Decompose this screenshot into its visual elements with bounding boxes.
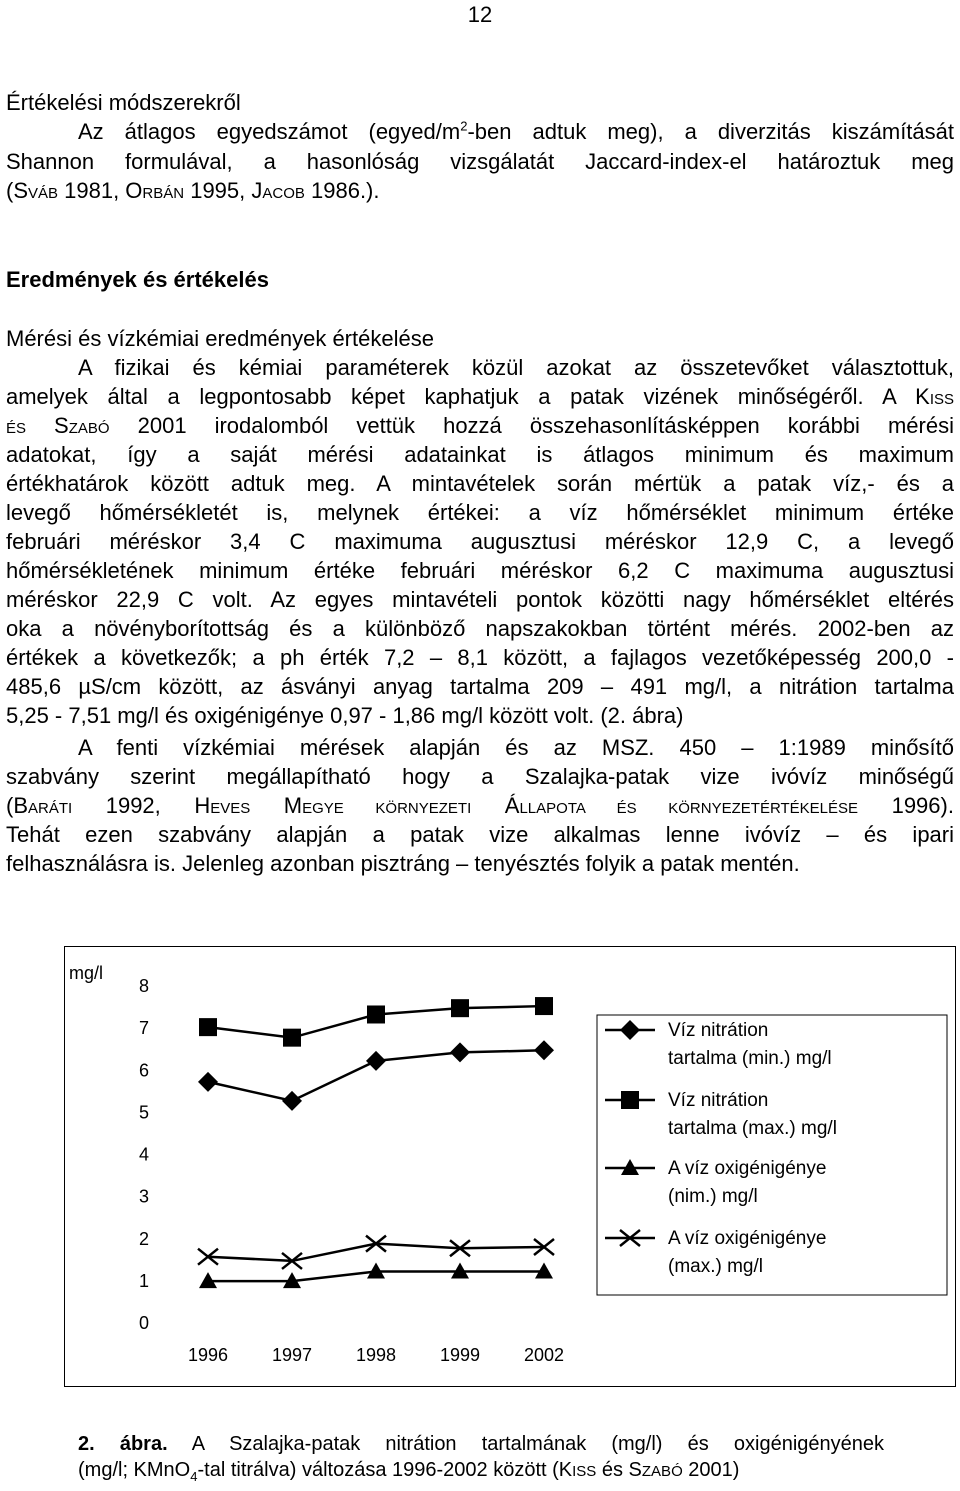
y-tick-label: 6 [138,1060,150,1081]
p1-line-2 [6,382,954,414]
p1-line-7: februári méréskor 3,4 C maximuma augusztusi méréskor 12,9 C, a levegő [6,529,954,554]
legend-label-2: Víz nitrátion [668,1090,769,1111]
legend-marker-2 [621,1091,639,1109]
p1-line-8: hőmérsékletének minimum értéke februári méréskor 6,2 C maximuma augusztusi [6,558,954,583]
p2-text-3c: 1992, H [72,793,211,818]
x-tick-label: 2002 [523,1345,565,1365]
series-1-point [366,1051,386,1071]
p2-line-4: Tehát ezen szabvány alapján a patak vize alkalmas lenne ivóvíz – és ipari [6,822,954,847]
p2-text-3a: (B [6,793,28,818]
methods-heading: Értékelési módszerekről [6,90,241,115]
methods-text-1a: Az átlagos egyedszámot (egyed/m [78,119,461,144]
p2-line-2: szabvány szerint megállapítható hogy a Szalajka-patak vize ivóvíz minőségű [6,764,954,789]
p1-line-5: értékhatárok között adtuk meg. A mintavételek során mértük a patak víz,- és a [6,471,954,496]
y-tick-label: 4 [138,1144,150,1165]
legend-label-1: Víz nitrátion [668,1020,769,1041]
p1-line-13: 5,25 - 7,51 mg/l és oxigénigénye 0,97 - 1,86 mg/l között volt. (2. ábra) [6,703,684,728]
p2-text-3b: ARÁTI [28,800,73,817]
p2-text-3d: EVES [210,800,251,817]
figure-caption-subscript: 4 [190,1469,198,1484]
legend-label-3: A víz oxigénigénye [668,1158,827,1179]
x-tick-label: 1997 [271,1345,313,1365]
figure-caption-text-1: A Szalajka-patak nitrátion tartalmának (mg/l) és oxigénigényének [167,1433,884,1455]
results-heading: Eredmények és értékelés [6,267,269,292]
y-tick-label: 1 [138,1270,150,1291]
methods-line-2: Shannon formulával, a hasonlóság vizsgálatát Jaccard-index-el határoztuk meg [6,149,954,174]
y-axis-label: mg/l [69,963,104,983]
series-line-4 [208,1244,544,1261]
p1-text-3c: ZABÓ [68,420,110,437]
methods-ref-end: 1986.). [304,178,380,203]
legend-label-4: A víz oxigénigénye [668,1228,827,1249]
y-tick-label: 7 [138,1018,150,1039]
p1-text-2b: ISS [929,391,954,408]
p1-text-2a: amelyek által a legpontosabb képet kaphatjuk a patak vizének minőségéről. A K [6,384,930,409]
figure-caption-line-1 [78,1430,884,1458]
x-tick-label: 1998 [355,1345,397,1365]
chart-frame [64,946,956,1387]
p2-text-3g: Á [471,793,520,818]
series-1-point [198,1072,218,1092]
x-tick-label: 1999 [439,1345,481,1365]
legend-label-3: (nim.) mg/l [668,1186,758,1207]
series-1-point [534,1040,554,1060]
series-2-point [451,999,469,1017]
p1-line-1: A fizikai és kémiai paraméterek közül azokat az összetevőket választottuk, [78,355,954,380]
p1-line-4: adatokat, így a saját mérési adatainkat is átlagos minimum és maximum [6,442,954,467]
methods-ref-jacob: ACOB [262,185,305,202]
y-tick-label: 3 [138,1186,150,1207]
p2-text-3f: EGYE KÖRNYEZETI [302,800,472,817]
series-2-point [535,997,553,1015]
methods-ref-mid2: 1995, J [184,178,263,203]
methods-ref-mid1: 1981, O [58,178,143,203]
legend-label-2: tartalma (max.) mg/l [668,1118,837,1139]
series-2-point [283,1029,301,1047]
p1-line-9: méréskor 22,9 C volt. Az egyes mintavételi pontok közötti nagy hőmérséklet eltérés [6,587,954,612]
p1-line-10: oka a növényborítottság és a különböző napszakokban történt mérés. 2002-ben az [6,616,954,641]
p1-line-3 [6,411,954,443]
figure-caption-text-2c: ISS [572,1463,597,1480]
legend-label-4: (max.) mg/l [668,1256,763,1277]
line-chart [65,947,955,1386]
methods-line-1 [78,117,954,146]
methods-superscript: 2 [460,118,468,134]
p1-text-3d: 2001 irodalomból vettük hozzá összehasonlításképpen korábbi mérési [109,413,954,438]
x-tick-label: 1996 [187,1345,229,1365]
figure-caption-label: 2. ábra. [78,1433,168,1455]
p2-line-3 [6,791,954,823]
y-tick-label: 0 [138,1313,150,1333]
y-tick-label: 8 [138,976,150,996]
y-tick-label: 2 [138,1228,150,1249]
methods-ref-svab: VÁB [28,185,59,202]
figure-caption-text-2d: és S [596,1459,642,1481]
legend-marker-1 [620,1020,640,1040]
series-1-point [450,1042,470,1062]
legend-label-1: tartalma (min.) mg/l [668,1048,832,1069]
page-number: 12 [467,2,493,27]
y-tick-label: 5 [138,1102,150,1123]
methods-ref-open: (S [6,178,28,203]
methods-text-1b: -ben adtuk meg), a diverzitás kiszámítását [467,119,955,144]
series-2-point [367,1005,385,1023]
figure-caption-line-2 [78,1456,739,1491]
figure-caption-text-2b: -tal titrálva) változása 1996-2002 között (K [197,1459,573,1481]
p1-line-6: levegő hőmérsékletét is, melynek értékei: a víz hőmérséklet minimum értéke [6,500,954,525]
p2-text-3i: 1996). [858,793,954,818]
p2-line-5: felhasználásra is. Jelenleg azonban pisztráng – tenyésztés folyik a patak mentén. [6,851,800,876]
p2-line-1: A fenti vízkémiai mérések alapján és az MSZ. 450 – 1:1989 minősítő [78,735,954,760]
p1-text-3a: ÉS [6,420,27,437]
p1-line-11: értékek a következők; a ph érték 7,2 – 8,1 között, a fajlagos vezetőképesség 200,0 - [6,645,954,670]
p2-text-3e: M [250,793,303,818]
methods-ref-orban: RBÁN [142,185,185,202]
series-2-point [199,1018,217,1036]
p1-line-12: 485,6 µS/cm között, az ásványi anyag tartalma 209 – 491 mg/l, a nitrátion tartalma [6,674,954,699]
p2-text-3h: LLAPOTA ÉS KÖRNYEZETÉRTÉKELÉSE [519,800,859,817]
results-subheading: Mérési és vízkémiai eredmények értékelése [6,326,434,351]
figure-caption-text-2a: (mg/l; KMnO [78,1459,191,1481]
series-1-point [282,1091,302,1111]
methods-line-3 [6,176,380,208]
figure-caption-text-2e: ZABÓ [641,1463,683,1480]
figure-caption-text-2f: 2001) [682,1459,740,1481]
p1-text-3b: S [26,413,69,438]
